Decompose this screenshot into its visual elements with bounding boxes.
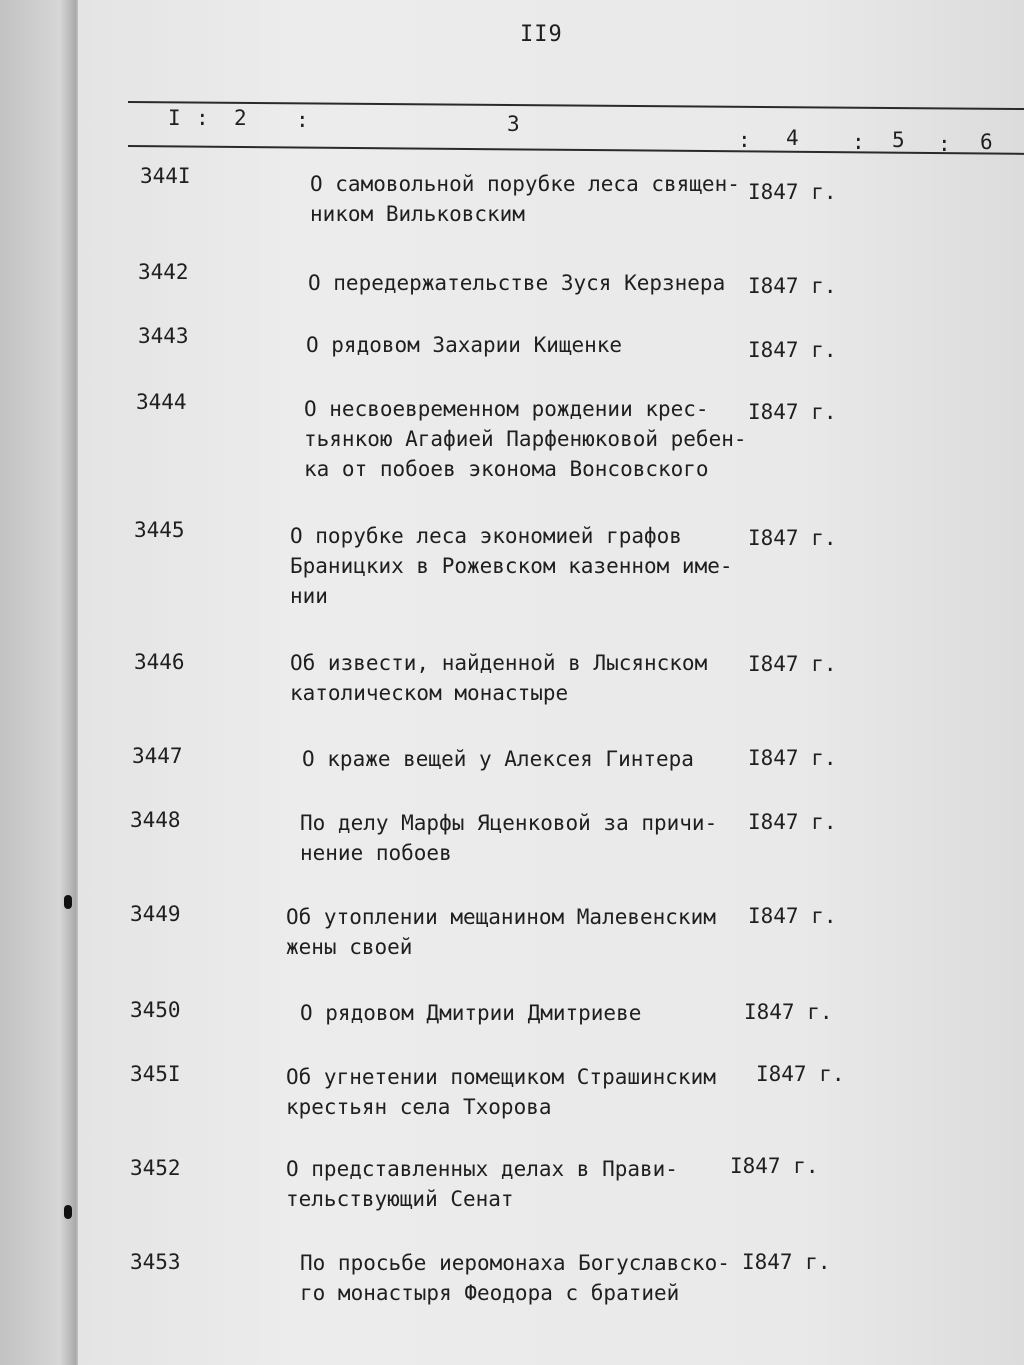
record-year: I847 г. (748, 652, 837, 676)
record-title: Об извести, найденной в Лысянском католическом монастыре (290, 651, 708, 705)
record-number: 3445 (134, 518, 185, 542)
header-rule-bottom (128, 145, 1024, 155)
column-6-label: 6 (980, 130, 993, 154)
record-number: 345I (130, 1062, 181, 1086)
punch-hole (64, 895, 72, 909)
record-number: 3448 (130, 808, 181, 832)
record-title: О самовольной порубке леса священ- ником Вильковским (310, 172, 740, 226)
record-title: Об утоплении мещанином Малевенским жены своей (286, 905, 716, 959)
column-separator: : (296, 108, 309, 132)
record-title: Об угнетении помещиком Страшинским крестьян села Тхорова (286, 1065, 716, 1119)
record-title: О рядовом Дмитрии Дмитриеве (300, 1001, 642, 1025)
record-number: 3446 (134, 650, 185, 674)
punch-hole (64, 1205, 72, 1219)
record-number: 3449 (130, 902, 181, 926)
column-separator: : (938, 132, 951, 156)
record-number: 3442 (138, 260, 189, 284)
record-number: 3450 (130, 998, 181, 1022)
record-number: 3453 (130, 1250, 181, 1274)
page-number: II9 (520, 22, 563, 47)
record-year: I847 г. (748, 904, 837, 928)
record-number: 3444 (136, 390, 187, 414)
record-year: I847 г. (748, 338, 837, 362)
record-title: О краже вещей у Алексея Гинтера (302, 747, 694, 771)
record-number: 344I (140, 164, 191, 188)
column-5-label: 5 (892, 128, 905, 152)
record-year: I847 г. (748, 274, 837, 298)
column-separator: : (196, 106, 209, 130)
record-year: I847 г. (748, 810, 837, 834)
record-year: I847 г. (756, 1062, 845, 1086)
record-year: I847 г. (748, 400, 837, 424)
record-title: О рядовом Захарии Кищенке (306, 333, 623, 357)
record-number: 3447 (132, 744, 183, 768)
header-rule-top (128, 101, 1024, 110)
record-title: О представленных делах в Прави- тельствующий Сенат (286, 1157, 678, 1211)
record-title: О несвоевременном рождении крес- тьянкою Агафией Парфенюковой ребен- ка от побоев эконома Вонсовского (304, 397, 747, 481)
column-separator: : (738, 128, 751, 152)
record-year: I847 г. (748, 180, 837, 204)
record-year: I847 г. (742, 1250, 831, 1274)
column-3-label: 3 (507, 112, 520, 136)
record-title: О передержательстве Зуся Керзнера (308, 271, 726, 295)
record-title: По делу Марфы Яценковой за причи- нение побоев (300, 811, 718, 865)
column-separator: : (852, 130, 865, 154)
record-year: I847 г. (744, 1000, 833, 1024)
record-title: По просьбе иеромонаха Богуславско- го монастыря Феодора с братией (300, 1251, 730, 1305)
column-4-label: 4 (786, 126, 799, 150)
column-2-label: 2 (234, 106, 247, 130)
record-year: I847 г. (748, 746, 837, 770)
record-year: I847 г. (748, 526, 837, 550)
record-number: 3443 (138, 324, 189, 348)
record-title: О порубке леса экономией графов Браницких в Рожевском казенном име- нии (290, 524, 733, 608)
column-1-label: I (168, 106, 181, 130)
record-number: 3452 (130, 1156, 181, 1180)
record-year: I847 г. (730, 1154, 819, 1178)
binding-fold (0, 0, 78, 1365)
